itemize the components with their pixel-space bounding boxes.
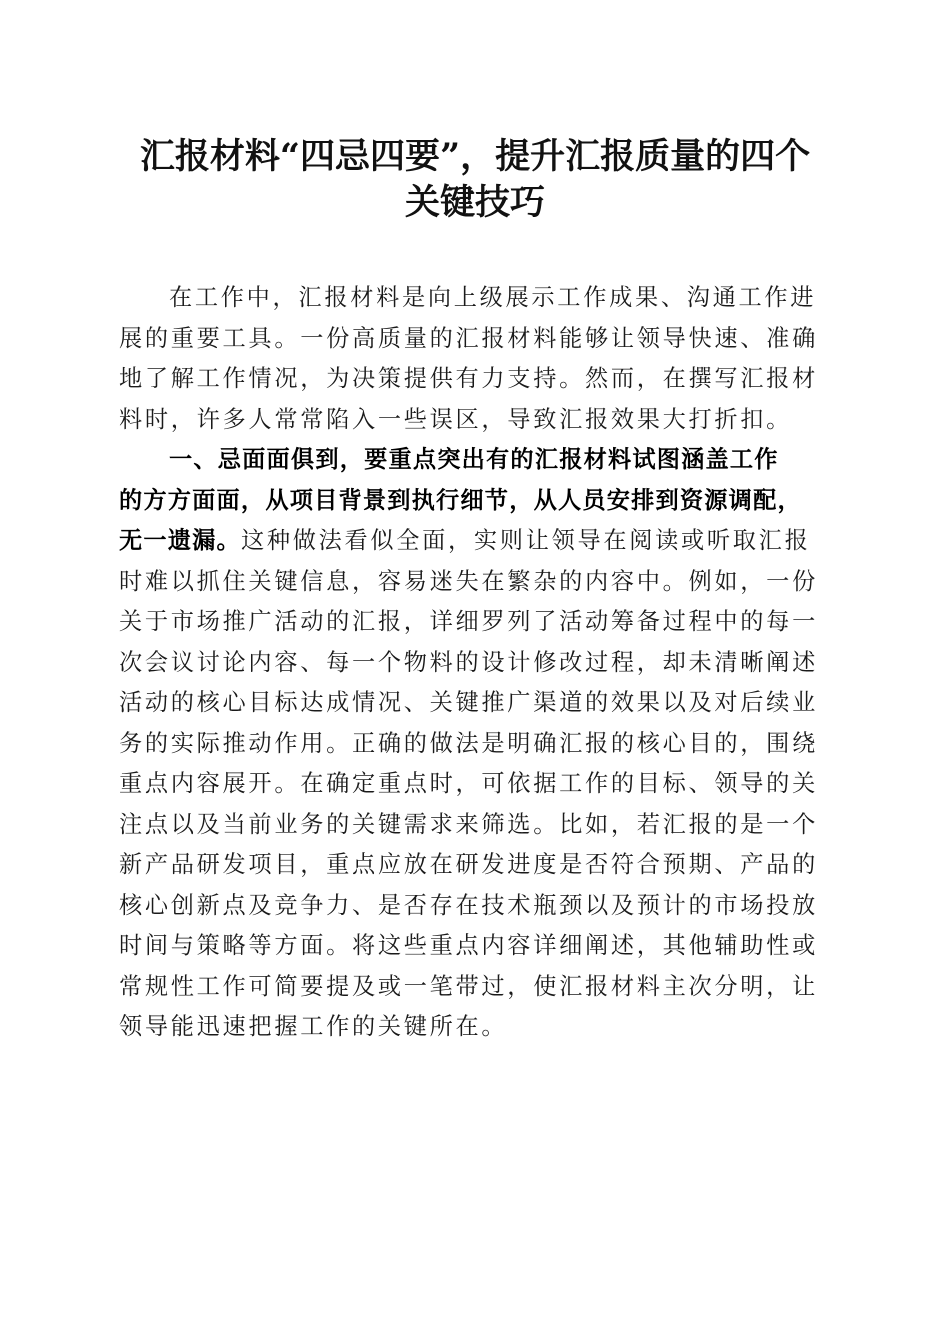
intro-line-3: 地了解工作情况，为决策提供有力支持。然而，在撰写汇报材: [119, 365, 818, 392]
section-1-body-line-4: 次会议讨论内容、每一个物料的设计修改过程，却未清晰阐述: [119, 648, 818, 676]
intro-line-2: 展的重要工具。一份高质量的汇报材料能够让领导快速、准确: [119, 324, 818, 352]
section-1-body-line-10: 核心创新点及竞争力、是否存在技术瓶颈以及预计的市场投放: [119, 891, 818, 919]
title-line-1: 汇报材料“四忌四要”，提升汇报质量的四个: [139, 136, 811, 177]
document-body: [119, 278, 826, 1048]
section-1-body-line-7: 重点内容展开。在确定重点时，可依据工作的目标、领导的关: [119, 770, 818, 797]
section-1-body-line-1: [119, 521, 826, 562]
intro-paragraph: [119, 278, 826, 440]
section-1-body-line-13: 领导能迅速把握工作的关键所在。: [119, 1013, 508, 1040]
intro-line-4: 料时，许多人常常陷入一些误区，导致汇报效果大打折扣。: [119, 405, 793, 433]
section-1-body-line-9: 新产品研发项目，重点应放在研发进度是否符合预期、产品的: [119, 851, 818, 878]
section-1-heading-line-2: 的方方面面，从项目背景到执行细节，从人员安排到资源调配，: [119, 486, 802, 514]
section-1-heading-tail: 无一遗漏。: [119, 527, 241, 554]
section-1-body-line-3: 关于市场推广活动的汇报，详细罗列了活动筹备过程中的每一: [119, 608, 818, 635]
section-1-body-line-12: 常规性工作可简要提及或一笔带过，使汇报材料主次分明，让: [119, 972, 818, 1000]
section-1-body-line-2: 时难以抓住关键信息，容易迷失在繁杂的内容中。例如，一份: [119, 567, 818, 595]
document-title: [100, 134, 850, 226]
title-line-2: 关键技巧: [404, 182, 545, 223]
section-1-body-line-6: 务的实际推动作用。正确的做法是明确汇报的核心目的，围绕: [119, 729, 818, 757]
section-1-heading-line-1: 一、忌面面俱到，要重点突出有的汇报材料试图涵盖工作: [169, 446, 779, 473]
intro-line-1: 在工作中，汇报材料是向上级展示工作成果、沟通工作进: [169, 284, 817, 311]
section-1-body-line-5: 活动的核心目标达成情况、关键推广渠道的效果以及对后续业: [119, 689, 818, 716]
section-1-body-line-1-rest: 这种做法看似全面，实则让领导在阅读或听取汇报: [240, 527, 811, 554]
section-1-paragraph: [119, 440, 826, 1048]
section-1-body-line-11: 时间与策略等方面。将这些重点内容详细阐述，其他辅助性或: [119, 932, 818, 959]
section-1-body-line-8: 注点以及当前业务的关键需求来筛选。比如，若汇报的是一个: [119, 810, 818, 838]
